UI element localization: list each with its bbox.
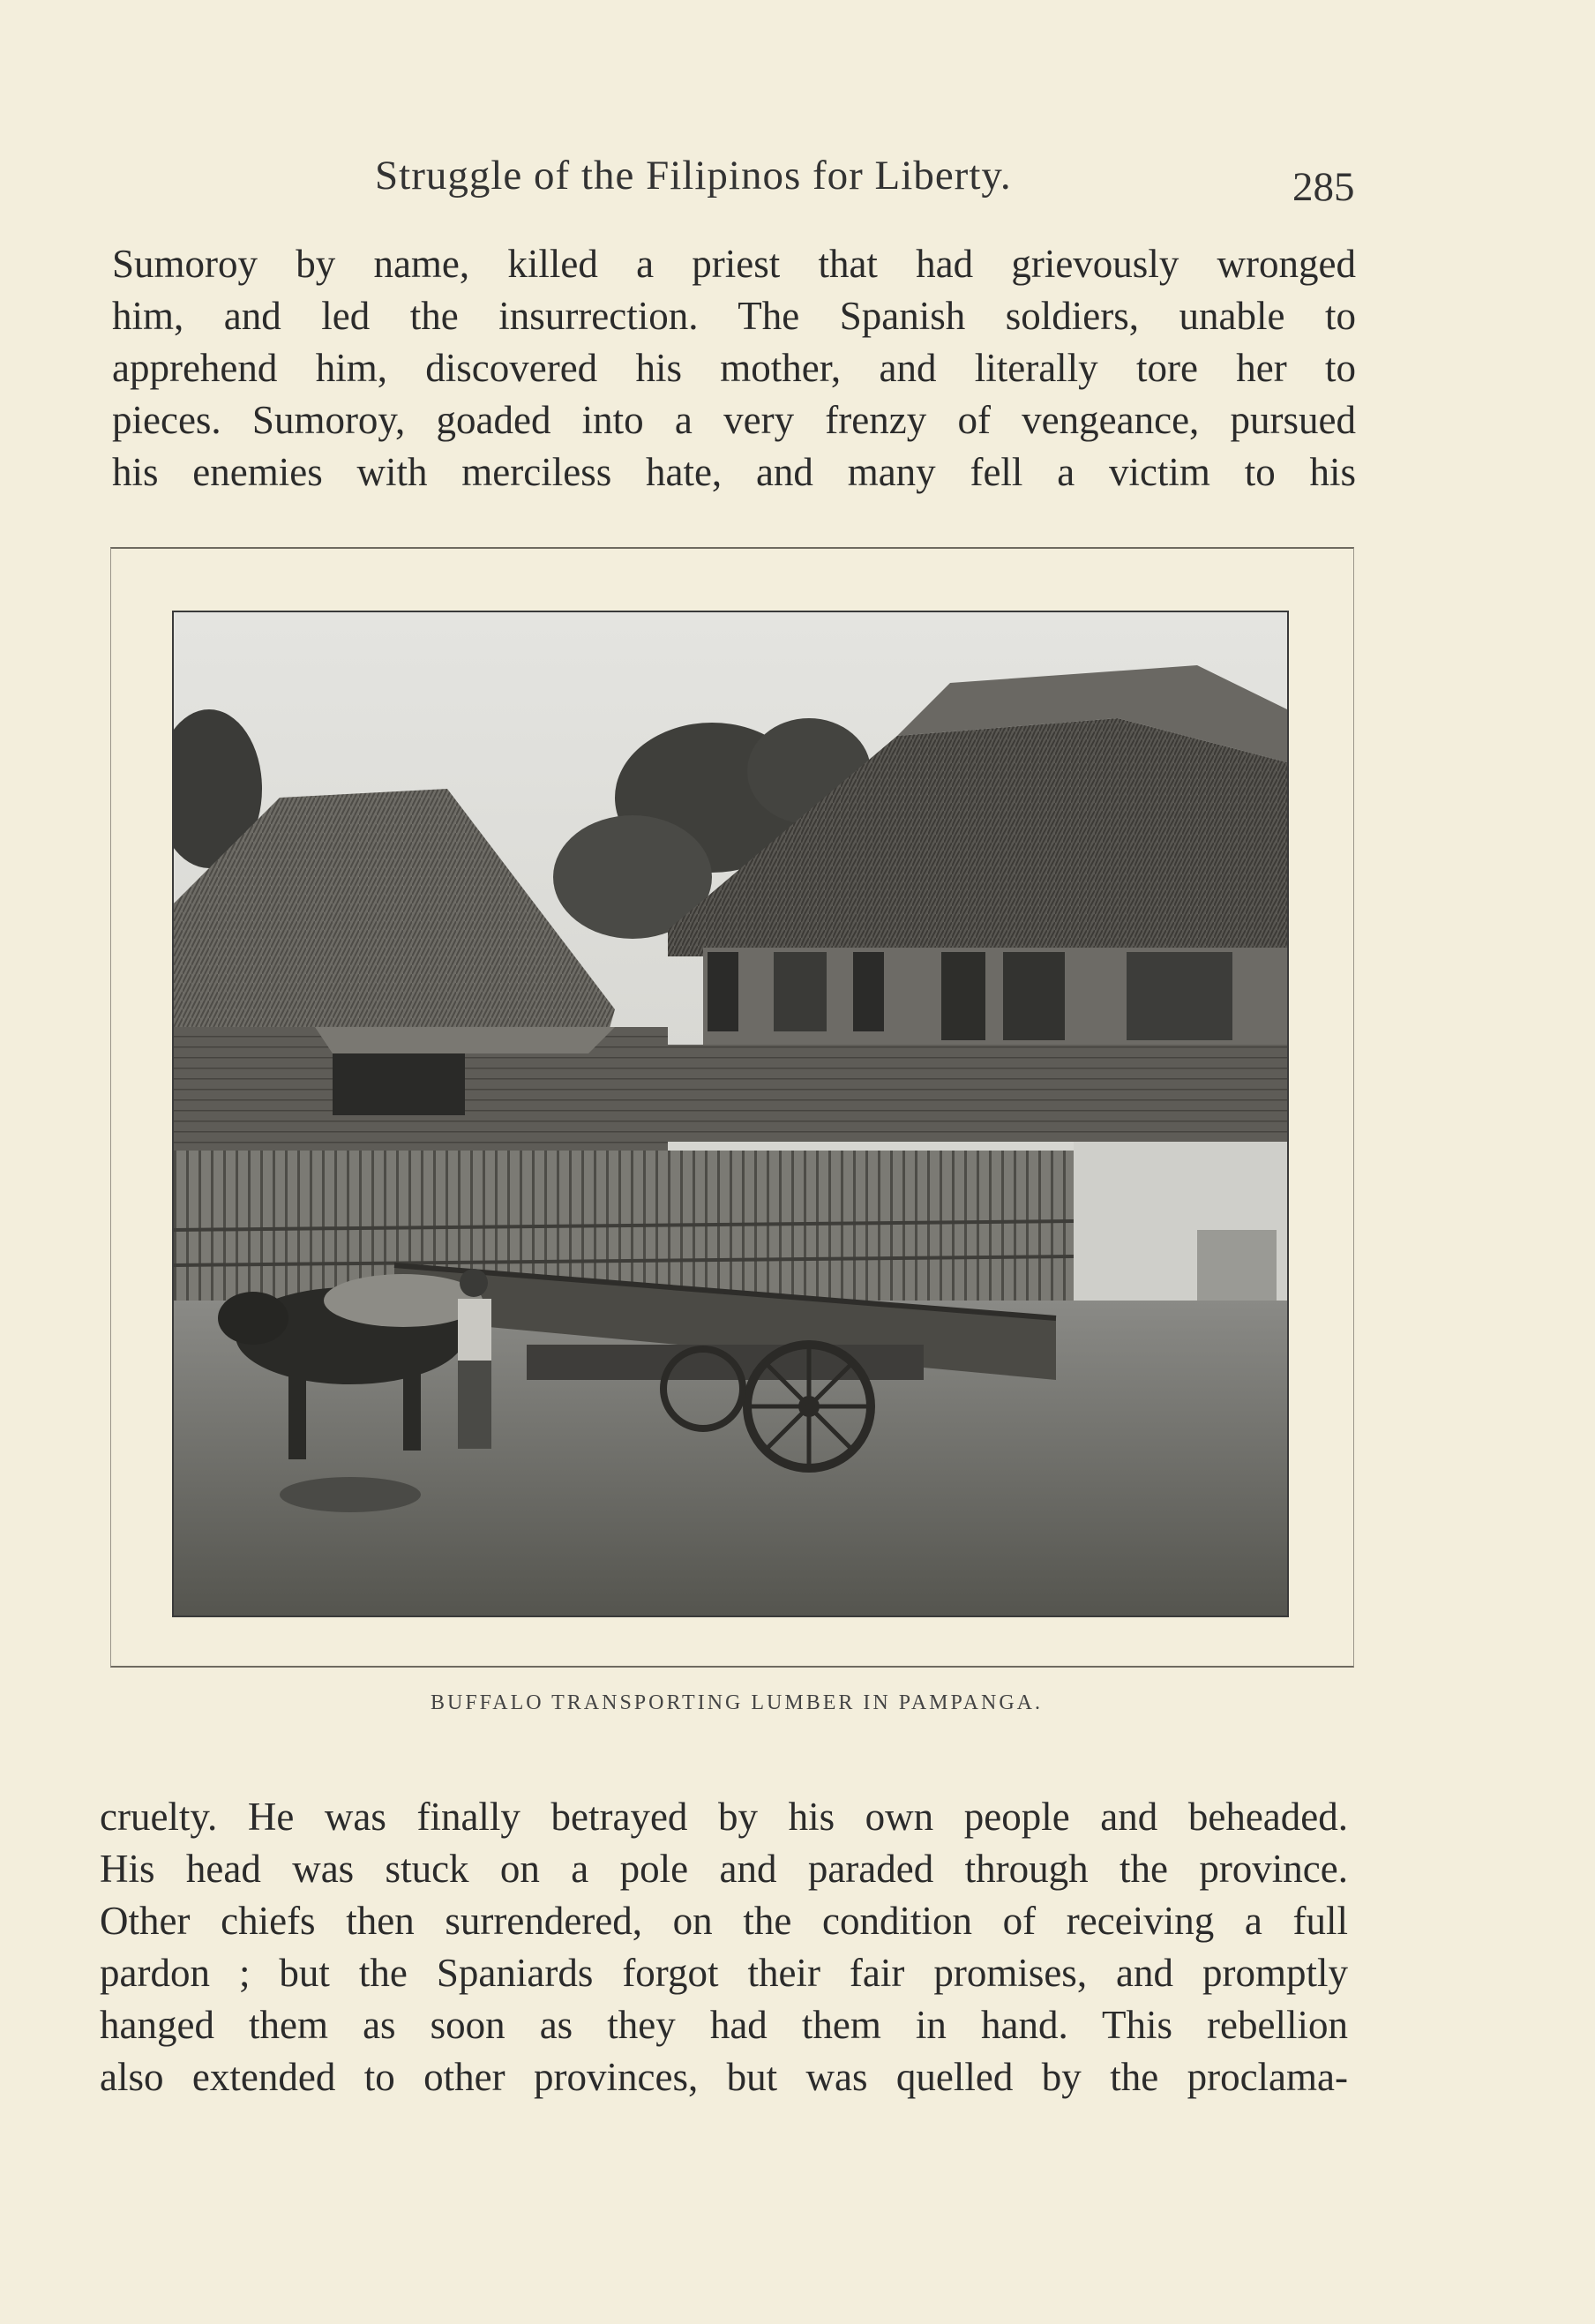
figure-caption: BUFFALO TRANSPORTING LUMBER IN PAMPANGA. xyxy=(430,1691,1043,1714)
text-line: cruelty. He was finally betrayed by his own people and beheaded. xyxy=(100,1795,1348,1839)
running-head: Struggle of the Filipinos for Liberty. xyxy=(375,153,1012,199)
text-line: apprehend him, discovered his mother, and literally tore her to xyxy=(112,346,1356,390)
text-line: Other chiefs then surrendered, on the condition of receiving a full xyxy=(100,1899,1348,1943)
page-number: 285 xyxy=(1292,164,1355,210)
bottom-paragraph xyxy=(100,1791,1348,2103)
text-line: His head was stuck on a pole and paraded through the province. xyxy=(100,1847,1348,1891)
text-line: hanged them as soon as they had them in hand. This rebellion xyxy=(100,2003,1348,2047)
halftone-photograph xyxy=(172,611,1289,1617)
top-paragraph xyxy=(112,238,1356,499)
text-line: his enemies with merciless hate, and many fell a victim to his xyxy=(112,450,1356,494)
text-line: Sumoroy by name, killed a priest that had grievously wronged xyxy=(112,242,1356,286)
text-line: him, and led the insurrection. The Spanish soldiers, unable to xyxy=(112,294,1356,338)
text-line: pieces. Sumoroy, goaded into a very frenzy of vengeance, pursued xyxy=(112,398,1356,442)
text-line: also extended to other provinces, but was quelled by the proclama- xyxy=(100,2055,1348,2099)
text-line: pardon ; but the Spaniards forgot their fair promises, and promptly xyxy=(100,1951,1348,1995)
